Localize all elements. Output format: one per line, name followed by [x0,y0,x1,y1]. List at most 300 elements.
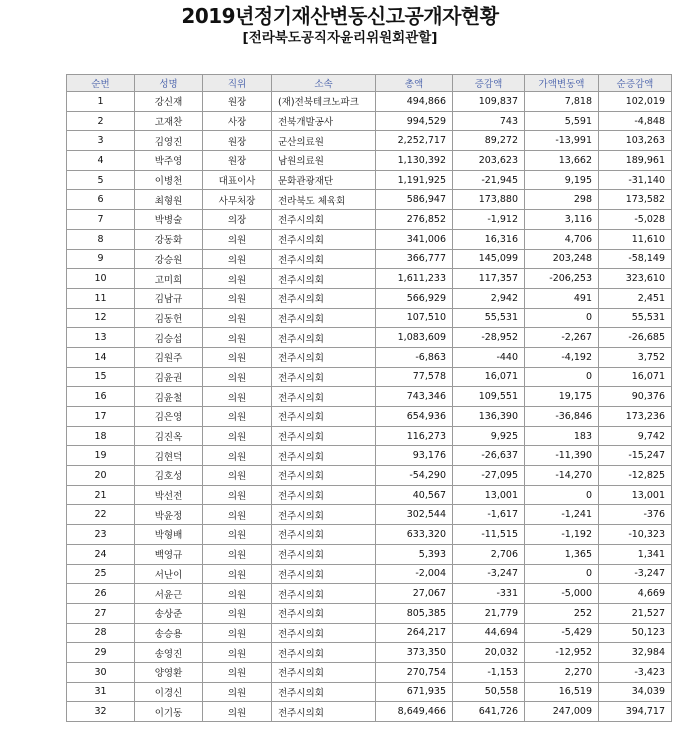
cell-total: 341,006 [376,229,453,249]
cell-total: 494,866 [376,92,453,112]
cell-net-change: 173,582 [599,190,672,210]
cell-total: 302,544 [376,505,453,525]
cell-value-change: -2,267 [525,328,599,348]
cell-net-change: -10,323 [599,525,672,545]
cell-total: 116,273 [376,426,453,446]
cell-value-change: 298 [525,190,599,210]
cell-name: 백영규 [135,544,203,564]
cell-name: 송상준 [135,603,203,623]
cell-position: 의원 [203,544,272,564]
cell-net-change: 16,071 [599,367,672,387]
cell-net-change: 34,039 [599,682,672,702]
cell-total: 654,936 [376,407,453,427]
cell-position: 의원 [203,249,272,269]
cell-name: 이경신 [135,682,203,702]
cell-net-change: 2,451 [599,288,672,308]
cell-change: -331 [453,584,525,604]
page-subtitle: [전라북도공직자윤리위원회관할] [242,30,438,46]
cell-net-change: 173,236 [599,407,672,427]
table-row [67,190,672,210]
cell-name: 김승섭 [135,328,203,348]
cell-total: 366,777 [376,249,453,269]
cell-total: 270,754 [376,662,453,682]
cell-affiliation: 전주시의회 [272,407,376,427]
cell-name: 강신재 [135,92,203,112]
cell-name: 김은영 [135,407,203,427]
cell-change: -11,515 [453,525,525,545]
cell-net-change: 4,669 [599,584,672,604]
cell-affiliation: 전주시의회 [272,229,376,249]
cell-total: 77,578 [376,367,453,387]
cell-affiliation: 전주시의회 [272,544,376,564]
cell-seq: 1 [67,92,135,112]
cell-position: 의원 [203,288,272,308]
cell-change: 50,558 [453,682,525,702]
table-row [67,387,672,407]
table-row [67,269,672,289]
cell-affiliation: 전주시의회 [272,623,376,643]
cell-position: 의원 [203,682,272,702]
cell-name: 김동헌 [135,308,203,328]
cell-total: 40,567 [376,485,453,505]
table-row [67,544,672,564]
cell-name: 김현덕 [135,446,203,466]
cell-total: 1,083,609 [376,328,453,348]
cell-net-change: -15,247 [599,446,672,466]
cell-affiliation: 전주시의회 [272,505,376,525]
cell-seq: 24 [67,544,135,564]
cell-affiliation: 전주시의회 [272,662,376,682]
table-row [67,466,672,486]
cell-seq: 21 [67,485,135,505]
page-title: 2019년정기재산변동신고공개자현황 [181,4,499,28]
cell-affiliation: 전주시의회 [272,328,376,348]
cell-seq: 12 [67,308,135,328]
cell-position: 의원 [203,407,272,427]
cell-total: 2,252,717 [376,131,453,151]
cell-change: 89,272 [453,131,525,151]
cell-position: 의원 [203,564,272,584]
cell-position: 의원 [203,269,272,289]
cell-position: 의원 [203,229,272,249]
cell-position: 의원 [203,426,272,446]
cell-net-change: 103,263 [599,131,672,151]
cell-affiliation: 전주시의회 [272,603,376,623]
cell-name: 박주영 [135,151,203,171]
cell-value-change: 252 [525,603,599,623]
table-row [67,584,672,604]
cell-affiliation: 전주시의회 [272,525,376,545]
table-row [67,229,672,249]
cell-change: 145,099 [453,249,525,269]
cell-total: 8,649,466 [376,702,453,722]
cell-seq: 17 [67,407,135,427]
table-row [67,446,672,466]
table-row [67,407,672,427]
cell-affiliation: 전북개발공사 [272,111,376,131]
cell-net-change: -4,848 [599,111,672,131]
cell-total: 264,217 [376,623,453,643]
cell-name: 고재찬 [135,111,203,131]
cell-affiliation: 문화관광재단 [272,170,376,190]
cell-value-change: 1,365 [525,544,599,564]
cell-value-change: -1,241 [525,505,599,525]
cell-net-change: 189,961 [599,151,672,171]
cell-seq: 14 [67,347,135,367]
cell-affiliation: 전주시의회 [272,702,376,722]
cell-change: 117,357 [453,269,525,289]
cell-position: 의원 [203,525,272,545]
cell-seq: 9 [67,249,135,269]
cell-value-change: 5,591 [525,111,599,131]
table-row [67,328,672,348]
cell-name: 김남규 [135,288,203,308]
cell-total: 671,935 [376,682,453,702]
table-header-row [67,75,672,92]
cell-affiliation: 전주시의회 [272,643,376,663]
cell-name: 김영진 [135,131,203,151]
cell-seq: 27 [67,603,135,623]
cell-name: 서난이 [135,564,203,584]
cell-total: 1,130,392 [376,151,453,171]
cell-value-change: 0 [525,564,599,584]
cell-name: 강동화 [135,229,203,249]
header-position: 직위 [203,75,272,92]
cell-value-change: 491 [525,288,599,308]
cell-position: 의원 [203,485,272,505]
cell-net-change: 55,531 [599,308,672,328]
cell-change: 2,706 [453,544,525,564]
cell-net-change: 13,001 [599,485,672,505]
cell-change: -440 [453,347,525,367]
header-name: 성명 [135,75,203,92]
cell-affiliation: 전주시의회 [272,426,376,446]
cell-name: 김호성 [135,466,203,486]
cell-position: 의원 [203,308,272,328]
cell-value-change: 16,519 [525,682,599,702]
cell-seq: 8 [67,229,135,249]
cell-name: 강승원 [135,249,203,269]
cell-change: 20,032 [453,643,525,663]
header-seq: 순번 [67,75,135,92]
cell-seq: 20 [67,466,135,486]
cell-name: 김윤철 [135,387,203,407]
cell-change: -28,952 [453,328,525,348]
cell-seq: 26 [67,584,135,604]
cell-change: -26,637 [453,446,525,466]
table-row [67,643,672,663]
cell-value-change: 13,662 [525,151,599,171]
cell-value-change: 203,248 [525,249,599,269]
cell-net-change: -26,685 [599,328,672,348]
cell-net-change: 11,610 [599,229,672,249]
cell-total: -54,290 [376,466,453,486]
table-row [67,111,672,131]
table-row [67,367,672,387]
cell-change: 641,726 [453,702,525,722]
cell-position: 의원 [203,347,272,367]
cell-total: 93,176 [376,446,453,466]
cell-seq: 32 [67,702,135,722]
cell-position: 의원 [203,584,272,604]
cell-seq: 15 [67,367,135,387]
cell-change: 55,531 [453,308,525,328]
cell-position: 사장 [203,111,272,131]
cell-value-change: 4,706 [525,229,599,249]
cell-seq: 10 [67,269,135,289]
cell-net-change: 102,019 [599,92,672,112]
cell-affiliation: 전주시의회 [272,564,376,584]
cell-net-change: 394,717 [599,702,672,722]
cell-value-change: 3,116 [525,210,599,230]
header-net-change: 순증감액 [599,75,672,92]
cell-change: 173,880 [453,190,525,210]
cell-affiliation: (재)전북테크노파크 [272,92,376,112]
cell-change: -27,095 [453,466,525,486]
cell-position: 사무처장 [203,190,272,210]
cell-seq: 4 [67,151,135,171]
cell-net-change: -12,825 [599,466,672,486]
cell-change: 44,694 [453,623,525,643]
cell-affiliation: 군산의료원 [272,131,376,151]
cell-total: 276,852 [376,210,453,230]
cell-position: 의원 [203,446,272,466]
cell-position: 의원 [203,387,272,407]
cell-affiliation: 전주시의회 [272,269,376,289]
cell-affiliation: 전주시의회 [272,288,376,308]
table-row [67,682,672,702]
cell-value-change: 0 [525,367,599,387]
cell-seq: 5 [67,170,135,190]
cell-net-change: -31,140 [599,170,672,190]
cell-position: 의원 [203,466,272,486]
cell-change: 13,001 [453,485,525,505]
table-row [67,564,672,584]
cell-value-change: -36,846 [525,407,599,427]
header-total: 총액 [376,75,453,92]
cell-affiliation: 전주시의회 [272,210,376,230]
cell-total: 107,510 [376,308,453,328]
cell-seq: 13 [67,328,135,348]
cell-net-change: 21,527 [599,603,672,623]
cell-total: 5,393 [376,544,453,564]
cell-position: 의장 [203,210,272,230]
cell-position: 의원 [203,643,272,663]
cell-affiliation: 전주시의회 [272,347,376,367]
cell-affiliation: 전주시의회 [272,682,376,702]
header-affiliation: 소속 [272,75,376,92]
cell-affiliation: 전주시의회 [272,387,376,407]
cell-total: 633,320 [376,525,453,545]
cell-name: 최형원 [135,190,203,210]
cell-seq: 22 [67,505,135,525]
cell-position: 의원 [203,623,272,643]
cell-value-change: -5,429 [525,623,599,643]
cell-total: 1,611,233 [376,269,453,289]
cell-value-change: 0 [525,485,599,505]
cell-total: 1,191,925 [376,170,453,190]
cell-position: 의원 [203,702,272,722]
cell-affiliation: 전주시의회 [272,367,376,387]
cell-value-change: -4,192 [525,347,599,367]
table-row [67,347,672,367]
cell-seq: 29 [67,643,135,663]
cell-name: 박병술 [135,210,203,230]
cell-position: 의원 [203,603,272,623]
cell-value-change: -206,253 [525,269,599,289]
cell-total: 994,529 [376,111,453,131]
cell-change: 21,779 [453,603,525,623]
cell-total: 743,346 [376,387,453,407]
table-row [67,525,672,545]
cell-net-change: 50,123 [599,623,672,643]
cell-seq: 2 [67,111,135,131]
cell-position: 의원 [203,328,272,348]
cell-name: 이병천 [135,170,203,190]
cell-name: 김진옥 [135,426,203,446]
table-row [67,210,672,230]
cell-value-change: 183 [525,426,599,446]
cell-change: 16,316 [453,229,525,249]
table-row [67,151,672,171]
table-row [67,505,672,525]
cell-total: 805,385 [376,603,453,623]
cell-position: 의원 [203,662,272,682]
cell-seq: 23 [67,525,135,545]
cell-position: 대표이사 [203,170,272,190]
cell-total: 373,350 [376,643,453,663]
cell-net-change: 323,610 [599,269,672,289]
asset-disclosure-table [66,74,672,722]
cell-affiliation: 남원의료원 [272,151,376,171]
cell-change: 743 [453,111,525,131]
cell-position: 원장 [203,131,272,151]
table-row [67,623,672,643]
cell-value-change: -5,000 [525,584,599,604]
cell-seq: 28 [67,623,135,643]
cell-change: 109,837 [453,92,525,112]
cell-affiliation: 전주시의회 [272,485,376,505]
cell-change: 136,390 [453,407,525,427]
cell-affiliation: 전주시의회 [272,466,376,486]
header-change: 증감액 [453,75,525,92]
cell-value-change: -11,390 [525,446,599,466]
cell-net-change: 3,752 [599,347,672,367]
cell-net-change: -3,423 [599,662,672,682]
cell-affiliation: 전주시의회 [272,584,376,604]
table-row [67,485,672,505]
table-row [67,308,672,328]
cell-affiliation: 전주시의회 [272,308,376,328]
cell-total: -6,863 [376,347,453,367]
cell-seq: 19 [67,446,135,466]
cell-affiliation: 전라북도 체육회 [272,190,376,210]
cell-total: 27,067 [376,584,453,604]
cell-net-change: -376 [599,505,672,525]
cell-net-change: -3,247 [599,564,672,584]
cell-name: 김윤권 [135,367,203,387]
cell-net-change: 32,984 [599,643,672,663]
cell-change: 109,551 [453,387,525,407]
cell-value-change: 247,009 [525,702,599,722]
table-row [67,131,672,151]
cell-net-change: -5,028 [599,210,672,230]
cell-value-change: 19,175 [525,387,599,407]
cell-change: 2,942 [453,288,525,308]
cell-affiliation: 전주시의회 [272,446,376,466]
cell-seq: 18 [67,426,135,446]
cell-change: -1,912 [453,210,525,230]
cell-value-change: -12,952 [525,643,599,663]
cell-total: 566,929 [376,288,453,308]
table-row [67,92,672,112]
table-row [67,702,672,722]
cell-seq: 16 [67,387,135,407]
cell-seq: 31 [67,682,135,702]
cell-total: -2,004 [376,564,453,584]
cell-net-change: -58,149 [599,249,672,269]
cell-total: 586,947 [376,190,453,210]
cell-change: -1,617 [453,505,525,525]
cell-seq: 3 [67,131,135,151]
cell-name: 송승용 [135,623,203,643]
cell-name: 김원주 [135,347,203,367]
cell-name: 박형배 [135,525,203,545]
cell-net-change: 9,742 [599,426,672,446]
cell-name: 송영진 [135,643,203,663]
table-row [67,170,672,190]
table-row [67,603,672,623]
table-row [67,288,672,308]
cell-seq: 7 [67,210,135,230]
cell-value-change: 2,270 [525,662,599,682]
cell-value-change: -13,991 [525,131,599,151]
cell-name: 고미희 [135,269,203,289]
table-row [67,426,672,446]
cell-net-change: 90,376 [599,387,672,407]
cell-name: 양영환 [135,662,203,682]
cell-affiliation: 전주시의회 [272,249,376,269]
cell-position: 원장 [203,151,272,171]
cell-seq: 30 [67,662,135,682]
cell-seq: 25 [67,564,135,584]
cell-change: -21,945 [453,170,525,190]
table-row [67,662,672,682]
cell-position: 원장 [203,92,272,112]
cell-change: 9,925 [453,426,525,446]
cell-position: 의원 [203,367,272,387]
cell-value-change: 7,818 [525,92,599,112]
header-value-change: 가액변동액 [525,75,599,92]
cell-change: -3,247 [453,564,525,584]
cell-change: -1,153 [453,662,525,682]
cell-value-change: -14,270 [525,466,599,486]
cell-value-change: 0 [525,308,599,328]
cell-seq: 6 [67,190,135,210]
cell-value-change: 9,195 [525,170,599,190]
cell-value-change: -1,192 [525,525,599,545]
cell-name: 서윤근 [135,584,203,604]
table-row [67,249,672,269]
cell-name: 이기동 [135,702,203,722]
cell-name: 박선전 [135,485,203,505]
cell-name: 박윤정 [135,505,203,525]
cell-change: 203,623 [453,151,525,171]
cell-seq: 11 [67,288,135,308]
cell-change: 16,071 [453,367,525,387]
cell-net-change: 1,341 [599,544,672,564]
cell-position: 의원 [203,505,272,525]
